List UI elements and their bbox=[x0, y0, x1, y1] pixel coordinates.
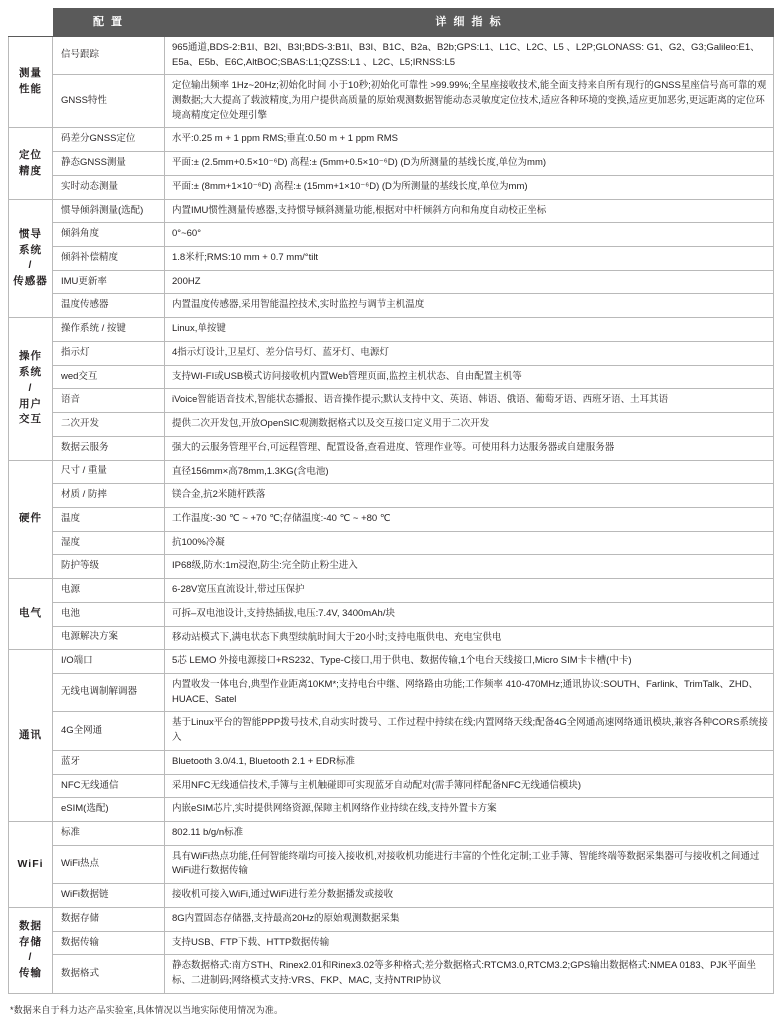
config-cell: 码差分GNSS定位 bbox=[53, 128, 165, 152]
detail-cell: 平面:± (2.5mm+0.5×10⁻⁶D) 高程:± (5mm+0.5×10⁻⁶D) (D为所测量的基线长度,单位为mm) bbox=[165, 152, 774, 176]
table-row bbox=[9, 484, 774, 508]
detail-cell: 支持USB、FTP下载、HTTP数据传输 bbox=[165, 931, 774, 955]
table-row bbox=[9, 507, 774, 531]
config-cell: 操作系统 / 按键 bbox=[53, 318, 165, 342]
table-row bbox=[9, 318, 774, 342]
config-cell: eSIM(选配) bbox=[53, 798, 165, 822]
table-row bbox=[9, 294, 774, 318]
table-row bbox=[9, 845, 774, 883]
table-row bbox=[9, 931, 774, 955]
table-row bbox=[9, 152, 774, 176]
detail-cell: 可拆–双电池设计,支持热插拔,电压:7.4V, 3400mAh/块 bbox=[165, 602, 774, 626]
table-row bbox=[9, 750, 774, 774]
detail-cell: 静态数据格式:南方STH、Rinex2.01和Rinex3.02等多种格式;差分数据格式:RTCM3.0,RTCM3.2;GPS输出数据格式:NMEA 0183、PJK平面坐标、二进制码;网络模式支持:VRS、FKP、MAC, 支持NTRIP协议 bbox=[165, 955, 774, 993]
detail-cell: 4指示灯设计,卫星灯、差分信号灯、蓝牙灯、电源灯 bbox=[165, 341, 774, 365]
detail-cell: 抗100%冷凝 bbox=[165, 531, 774, 555]
table-row bbox=[9, 907, 774, 931]
detail-cell: 802.11 b/g/n标准 bbox=[165, 822, 774, 846]
header-config: 配 置 bbox=[53, 9, 165, 37]
config-cell: 湿度 bbox=[53, 531, 165, 555]
category-cell: 硬件 bbox=[9, 460, 53, 579]
table-row bbox=[9, 555, 774, 579]
table-row bbox=[9, 650, 774, 674]
table-row bbox=[9, 413, 774, 437]
config-cell: 数据格式 bbox=[53, 955, 165, 993]
detail-cell: 内置收发一体电台,典型作业距离10KM*;支持电台中继、网络路由功能;工作频率 410-470MHz;通讯协议:SOUTH、Farlink、TrimTalk、ZHD、HUACE、Satel bbox=[165, 673, 774, 711]
config-cell: IMU更新率 bbox=[53, 270, 165, 294]
category-cell: 定位 精度 bbox=[9, 128, 53, 199]
detail-cell: 5芯 LEMO 外接电源接口+RS232、Type-C接口,用于供电、数据传输,1个电台天线接口,Micro SIM卡卡槽(中卡) bbox=[165, 650, 774, 674]
config-cell: 倾斜角度 bbox=[53, 223, 165, 247]
detail-cell: Bluetooth 3.0/4.1, Bluetooth 2.1 + EDR标准 bbox=[165, 750, 774, 774]
detail-cell: 内置IMU惯性测量传感器,支持惯导倾斜测量功能,根据对中杆倾斜方向和角度自动校正坐标 bbox=[165, 199, 774, 223]
detail-cell: 镁合金,抗2米随杆跌落 bbox=[165, 484, 774, 508]
detail-cell: 具有WiFi热点功能,任何智能终端均可接入接收机,对接收机功能进行丰富的个性化定制;工业手簿、智能终端等数据采集器可与接收机之间通过WiFi进行数据传输 bbox=[165, 845, 774, 883]
config-cell: 二次开发 bbox=[53, 413, 165, 437]
specification-table bbox=[8, 8, 774, 994]
table-row bbox=[9, 460, 774, 484]
table-row bbox=[9, 223, 774, 247]
config-cell: 温度传感器 bbox=[53, 294, 165, 318]
table-header bbox=[9, 9, 774, 37]
table-row bbox=[9, 774, 774, 798]
config-cell: 数据传输 bbox=[53, 931, 165, 955]
config-cell: 电源解决方案 bbox=[53, 626, 165, 650]
config-cell: WiFi数据链 bbox=[53, 884, 165, 908]
detail-cell: 采用NFC无线通信技术,手簿与主机触碰即可实现蓝牙自动配对(需手簿同样配备NFC无线通信模块) bbox=[165, 774, 774, 798]
table-row bbox=[9, 626, 774, 650]
config-cell: 防护等级 bbox=[53, 555, 165, 579]
table-row bbox=[9, 955, 774, 993]
config-cell: 标准 bbox=[53, 822, 165, 846]
table-row bbox=[9, 389, 774, 413]
table-row bbox=[9, 36, 774, 74]
config-cell: 惯导倾斜测量(选配) bbox=[53, 199, 165, 223]
detail-cell: 接收机可接入WiFi,通过WiFi进行差分数据播发或接收 bbox=[165, 884, 774, 908]
header-row bbox=[9, 9, 774, 37]
detail-cell: 内嵌eSIM芯片,实时提供网络资源,保障主机网络作业持续在线,支持外置卡方案 bbox=[165, 798, 774, 822]
table-row bbox=[9, 673, 774, 711]
config-cell: NFC无线通信 bbox=[53, 774, 165, 798]
table-row bbox=[9, 436, 774, 460]
detail-cell: 0°~60° bbox=[165, 223, 774, 247]
detail-cell: 8G内置固态存储器,支持最高20Hz的原始观测数据采集 bbox=[165, 907, 774, 931]
config-cell: 实时动态测量 bbox=[53, 175, 165, 199]
category-cell: 操作 系统 / 用户 交互 bbox=[9, 318, 53, 460]
detail-cell: 水平:0.25 m + 1 ppm RMS;垂直:0.50 m + 1 ppm RMS bbox=[165, 128, 774, 152]
header-detail: 详 细 指 标 bbox=[165, 9, 774, 37]
detail-cell: 平面:± (8mm+1×10⁻⁶D) 高程:± (15mm+1×10⁻⁶D) (D为所测量的基线长度,单位为mm) bbox=[165, 175, 774, 199]
config-cell: 语音 bbox=[53, 389, 165, 413]
detail-cell: 6-28V宽压直流设计,带过压保护 bbox=[165, 579, 774, 603]
detail-cell: 基于Linux平台的智能PPP拨号技术,自动实时拨号、工作过程中持续在线;内置网络天线;配备4G全网通高速网络通讯模块,兼容各种CORS系统接入 bbox=[165, 712, 774, 750]
config-cell: WiFi热点 bbox=[53, 845, 165, 883]
table-row bbox=[9, 247, 774, 271]
footnote: *数据来自于科力达产品实验室,具体情况以当地实际使用情况为准。 bbox=[10, 1004, 284, 1015]
category-cell: 通讯 bbox=[9, 650, 53, 822]
table-row bbox=[9, 531, 774, 555]
table-row bbox=[9, 884, 774, 908]
category-cell: 测量 性能 bbox=[9, 36, 53, 128]
config-cell: GNSS特性 bbox=[53, 75, 165, 128]
category-cell: 数据 存储 / 传输 bbox=[9, 907, 53, 993]
config-cell: 信号跟踪 bbox=[53, 36, 165, 74]
config-cell: 倾斜补偿精度 bbox=[53, 247, 165, 271]
table-row bbox=[9, 270, 774, 294]
detail-cell: 定位输出频率 1Hz~20Hz;初始化时间 小于10秒;初始化可靠性 >99.99%;全星座接收技术,能全面支持来自所有现行的GNSS星座信号高可靠的观测数据;大大提高了载波精度,为用户提供高质量的原始观测数据智能动态灵敏度定位技术,适应各种环境的变换,适应更加恶劣,更远距离的定位环境高精度定位处理引擎 bbox=[165, 75, 774, 128]
category-cell: 电气 bbox=[9, 579, 53, 650]
table-body bbox=[9, 36, 774, 993]
config-cell: 数据云服务 bbox=[53, 436, 165, 460]
table-row bbox=[9, 175, 774, 199]
table-row bbox=[9, 341, 774, 365]
config-cell: 温度 bbox=[53, 507, 165, 531]
config-cell: wed交互 bbox=[53, 365, 165, 389]
config-cell: 尺寸 / 重量 bbox=[53, 460, 165, 484]
header-blank bbox=[9, 9, 53, 37]
table-row bbox=[9, 128, 774, 152]
config-cell: 电池 bbox=[53, 602, 165, 626]
table-row bbox=[9, 798, 774, 822]
config-cell: 蓝牙 bbox=[53, 750, 165, 774]
config-cell: 4G全网通 bbox=[53, 712, 165, 750]
config-cell: 材质 / 防摔 bbox=[53, 484, 165, 508]
detail-cell: 200HZ bbox=[165, 270, 774, 294]
table-row bbox=[9, 579, 774, 603]
detail-cell: 工作温度:-30 ℃ ~ +70 ℃;存储温度:-40 ℃ ~ +80 ℃ bbox=[165, 507, 774, 531]
detail-cell: 移动站模式下,满电状态下典型续航时间大于20小时;支持电瓶供电、充电宝供电 bbox=[165, 626, 774, 650]
config-cell: 无线电调制解调器 bbox=[53, 673, 165, 711]
detail-cell: 内置温度传感器,采用智能温控技术,实时监控与调节主机温度 bbox=[165, 294, 774, 318]
config-cell: 数据存储 bbox=[53, 907, 165, 931]
table-row bbox=[9, 365, 774, 389]
detail-cell: 强大的云服务管理平台,可远程管理、配置设备,查看进度、管理作业等。可使用科力达服务器或自建服务器 bbox=[165, 436, 774, 460]
detail-cell: iVoice智能语音技术,智能状态播报、语音操作提示;默认支持中文、英语、韩语、俄语、葡萄牙语、西班牙语、土耳其语 bbox=[165, 389, 774, 413]
config-cell: 电源 bbox=[53, 579, 165, 603]
detail-cell: 965通道,BDS-2:B1I、B2I、B3I;BDS-3:B1I、B3I、B1C、B2a、B2b;GPS:L1、L1C、L2C、L5 、L2P;GLONASS: G1、G2、G3;Galileo:E1、E5a、E5b、E6C,AltBOC;SBAS:L1;QZSS:L1 、L2C、L5;IRNSS:L5 bbox=[165, 36, 774, 74]
table-row bbox=[9, 712, 774, 750]
detail-cell: 1.8米杆;RMS:10 mm + 0.7 mm/°tilt bbox=[165, 247, 774, 271]
config-cell: 静态GNSS测量 bbox=[53, 152, 165, 176]
table-row bbox=[9, 822, 774, 846]
detail-cell: IP68级,防水:1m浸泡,防尘:完全防止粉尘进入 bbox=[165, 555, 774, 579]
category-cell: WiFi bbox=[9, 822, 53, 908]
category-cell: 惯导 系统 / 传感器 bbox=[9, 199, 53, 318]
detail-cell: 提供二次开发包,开放OpenSIC观测数据格式以及交互接口定义用于二次开发 bbox=[165, 413, 774, 437]
table-row bbox=[9, 602, 774, 626]
config-cell: I/O端口 bbox=[53, 650, 165, 674]
config-cell: 指示灯 bbox=[53, 341, 165, 365]
table-row bbox=[9, 199, 774, 223]
detail-cell: Linux,单按键 bbox=[165, 318, 774, 342]
detail-cell: 支持WI-FI或USB模式访问接收机内置Web管理页面,监控主机状态、自由配置主机等 bbox=[165, 365, 774, 389]
table-row bbox=[9, 75, 774, 128]
detail-cell: 直径156mm×高78mm,1.3KG(含电池) bbox=[165, 460, 774, 484]
